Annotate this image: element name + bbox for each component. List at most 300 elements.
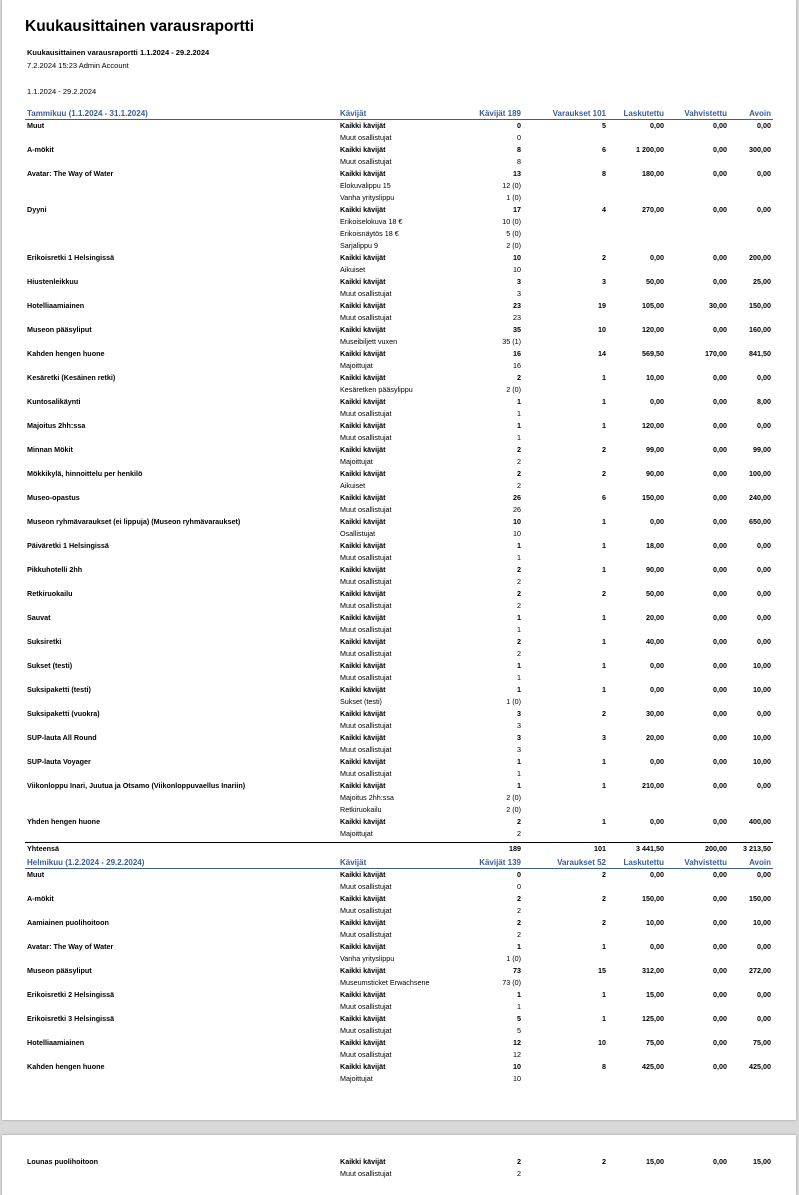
report-page-2 bbox=[2, 1135, 796, 1195]
bookings-count: 15 bbox=[598, 966, 606, 975]
confirmed-amount: 0,00 bbox=[713, 709, 727, 718]
all-visitors-label: Kaikki kävijät bbox=[340, 613, 386, 622]
bookings-count: 1 bbox=[602, 421, 606, 430]
item-name: Suksipaketti (vuokra) bbox=[27, 709, 100, 718]
ticket-type-label: Muut osallistujat bbox=[340, 930, 392, 939]
confirmed-amount: 0,00 bbox=[713, 493, 727, 502]
visitors-total: 2 bbox=[517, 469, 521, 478]
billed-amount: 20,00 bbox=[646, 613, 664, 622]
bookings-count: 6 bbox=[602, 145, 606, 154]
ticket-type-count: 0 bbox=[517, 133, 521, 142]
all-visitors-label: Kaikki kävijät bbox=[340, 421, 386, 430]
ticket-type-count: 2 (0) bbox=[506, 385, 521, 394]
all-visitors-label: Kaikki kävijät bbox=[340, 894, 386, 903]
billed-amount: 425,00 bbox=[642, 1062, 664, 1071]
visitors-total: 8 bbox=[517, 145, 521, 154]
ticket-type-label: Muut osallistujat bbox=[340, 601, 392, 610]
confirmed-amount: 0,00 bbox=[713, 918, 727, 927]
open-amount: 0,00 bbox=[757, 990, 771, 999]
column-confirmed: Vahvistettu bbox=[684, 109, 727, 118]
ticket-type-label: Muut osallistujat bbox=[340, 769, 392, 778]
all-visitors-label: Kaikki kävijät bbox=[340, 445, 386, 454]
item-name: A-mökit bbox=[27, 894, 54, 903]
visitors-total: 5 bbox=[517, 1014, 521, 1023]
ticket-type-label: Muut osallistujat bbox=[340, 433, 392, 442]
bookings-count: 1 bbox=[602, 613, 606, 622]
billed-amount: 1 200,00 bbox=[636, 145, 664, 154]
open-amount: 425,00 bbox=[749, 1062, 771, 1071]
all-visitors-label: Kaikki kävijät bbox=[340, 517, 386, 526]
visitors-total: 3 bbox=[517, 733, 521, 742]
column-bookings: Varaukset 101 bbox=[552, 109, 606, 118]
all-visitors-label: Kaikki kävijät bbox=[340, 661, 386, 670]
open-amount: 0,00 bbox=[757, 613, 771, 622]
visitors-total: 2 bbox=[517, 637, 521, 646]
open-amount: 0,00 bbox=[757, 781, 771, 790]
ticket-type-count: 1 bbox=[517, 625, 521, 634]
bookings-count: 2 bbox=[602, 709, 606, 718]
open-amount: 300,00 bbox=[749, 145, 771, 154]
item-name: SUP-lauta Voyager bbox=[27, 757, 91, 766]
column-confirmed: Vahvistettu bbox=[684, 858, 727, 867]
visitors-total: 1 bbox=[517, 397, 521, 406]
bookings-count: 3 bbox=[602, 733, 606, 742]
bookings-count: 1 bbox=[602, 661, 606, 670]
report-generated: 7.2.2024 15:23 Admin Account bbox=[27, 61, 129, 70]
item-name: Suksipaketti (testi) bbox=[27, 685, 91, 694]
bookings-count: 2 bbox=[602, 894, 606, 903]
ticket-type-count: 8 bbox=[517, 157, 521, 166]
open-amount: 150,00 bbox=[749, 301, 771, 310]
bookings-count: 2 bbox=[602, 1157, 606, 1166]
bookings-count: 8 bbox=[602, 169, 606, 178]
ticket-type-count: 2 bbox=[517, 481, 521, 490]
confirmed-amount: 0,00 bbox=[713, 817, 727, 826]
confirmed-amount: 0,00 bbox=[713, 565, 727, 574]
bookings-count: 1 bbox=[602, 565, 606, 574]
header-divider bbox=[25, 868, 773, 869]
item-name: Päiväretki 1 Helsingissä bbox=[27, 541, 109, 550]
totals-confirmed: 200,00 bbox=[705, 844, 727, 853]
ticket-type-count: 2 (0) bbox=[506, 805, 521, 814]
confirmed-amount: 0,00 bbox=[713, 733, 727, 742]
billed-amount: 0,00 bbox=[650, 757, 664, 766]
ticket-type-count: 2 (0) bbox=[506, 793, 521, 802]
column-visitors: Kävijät bbox=[340, 858, 367, 867]
confirmed-amount: 0,00 bbox=[713, 942, 727, 951]
billed-amount: 150,00 bbox=[642, 894, 664, 903]
item-name: Viikonloppu Inari, Juutua ja Otsamo (Viikonloppuvaellus Inariin) bbox=[27, 781, 246, 790]
all-visitors-label: Kaikki kävijät bbox=[340, 942, 386, 951]
report-subtitle: Kuukausittainen varausraportti 1.1.2024 - 29.2.2024 bbox=[27, 48, 210, 57]
open-amount: 0,00 bbox=[757, 205, 771, 214]
all-visitors-label: Kaikki kävijät bbox=[340, 1038, 386, 1047]
ticket-type-label: Muut osallistujat bbox=[340, 553, 392, 562]
billed-amount: 0,00 bbox=[650, 870, 664, 879]
billed-amount: 569,50 bbox=[642, 349, 664, 358]
item-name: Mökkikylä, hinnoittelu per henkilö bbox=[27, 469, 143, 478]
confirmed-amount: 0,00 bbox=[713, 325, 727, 334]
all-visitors-label: Kaikki kävijät bbox=[340, 918, 386, 927]
ticket-type-count: 10 (0) bbox=[502, 217, 521, 226]
confirmed-amount: 0,00 bbox=[713, 990, 727, 999]
column-billed: Laskutettu bbox=[623, 858, 664, 867]
header-divider bbox=[25, 119, 773, 120]
all-visitors-label: Kaikki kävijät bbox=[340, 373, 386, 382]
all-visitors-label: Kaikki kävijät bbox=[340, 541, 386, 550]
bookings-count: 10 bbox=[598, 1038, 606, 1047]
ticket-type-count: 12 (0) bbox=[502, 181, 521, 190]
visitors-total: 2 bbox=[517, 817, 521, 826]
bookings-count: 5 bbox=[602, 121, 606, 130]
confirmed-amount: 0,00 bbox=[713, 637, 727, 646]
ticket-type-count: 2 bbox=[517, 906, 521, 915]
open-amount: 0,00 bbox=[757, 942, 771, 951]
totals-divider bbox=[25, 842, 773, 843]
billed-amount: 30,00 bbox=[646, 709, 664, 718]
open-amount: 10,00 bbox=[753, 733, 771, 742]
ticket-type-label: Muut osallistujat bbox=[340, 577, 392, 586]
billed-amount: 90,00 bbox=[646, 469, 664, 478]
ticket-type-count: 1 (0) bbox=[506, 954, 521, 963]
ticket-type-count: 2 (0) bbox=[506, 241, 521, 250]
confirmed-amount: 0,00 bbox=[713, 397, 727, 406]
item-name: Museon pääsyliput bbox=[27, 325, 92, 334]
bookings-count: 1 bbox=[602, 757, 606, 766]
visitors-total: 2 bbox=[517, 565, 521, 574]
billed-amount: 125,00 bbox=[642, 1014, 664, 1023]
confirmed-amount: 0,00 bbox=[713, 253, 727, 262]
ticket-type-count: 1 bbox=[517, 769, 521, 778]
open-amount: 25,00 bbox=[753, 277, 771, 286]
ticket-type-label: Muut osallistujat bbox=[340, 289, 392, 298]
visitors-total: 1 bbox=[517, 942, 521, 951]
visitors-total: 26 bbox=[513, 493, 521, 502]
all-visitors-label: Kaikki kävijät bbox=[340, 325, 386, 334]
ticket-type-count: 5 bbox=[517, 1026, 521, 1035]
ticket-type-count: 1 bbox=[517, 433, 521, 442]
ticket-type-label: Muut osallistujat bbox=[340, 313, 392, 322]
item-name: Erikoisretki 2 Helsingissä bbox=[27, 990, 115, 999]
confirmed-amount: 0,00 bbox=[713, 966, 727, 975]
item-name: Erikoisretki 1 Helsingissä bbox=[27, 253, 115, 262]
billed-amount: 105,00 bbox=[642, 301, 664, 310]
ticket-type-label: Osallistujat bbox=[340, 529, 376, 538]
all-visitors-label: Kaikki kävijät bbox=[340, 145, 386, 154]
column-bookings: Varaukset 52 bbox=[557, 858, 606, 867]
visitors-total: 1 bbox=[517, 661, 521, 670]
item-name: Pikkuhotelli 2hh bbox=[27, 565, 83, 574]
item-name: Erikoisretki 3 Helsingissä bbox=[27, 1014, 115, 1023]
totals-open: 3 213,50 bbox=[743, 844, 771, 853]
open-amount: 0,00 bbox=[757, 589, 771, 598]
all-visitors-label: Kaikki kävijät bbox=[340, 253, 386, 262]
item-name: Suksiretki bbox=[27, 637, 62, 646]
visitors-total: 2 bbox=[517, 589, 521, 598]
visitors-total: 1 bbox=[517, 541, 521, 550]
ticket-type-label: Majoitus 2hh:ssa bbox=[340, 793, 394, 802]
confirmed-amount: 0,00 bbox=[713, 685, 727, 694]
ticket-type-label: Erikoiselokuva 18 € bbox=[340, 217, 403, 226]
visitors-total: 10 bbox=[513, 517, 521, 526]
billed-amount: 120,00 bbox=[642, 325, 664, 334]
all-visitors-label: Kaikki kävijät bbox=[340, 1062, 386, 1071]
ticket-type-label: Muut osallistujat bbox=[340, 133, 392, 142]
bookings-count: 19 bbox=[598, 301, 606, 310]
bookings-count: 1 bbox=[602, 541, 606, 550]
billed-amount: 50,00 bbox=[646, 589, 664, 598]
ticket-type-label: Sarjalippu 9 bbox=[340, 241, 378, 250]
item-name: A-mökit bbox=[27, 145, 54, 154]
all-visitors-label: Kaikki kävijät bbox=[340, 277, 386, 286]
item-name: Hiustenleikkuu bbox=[27, 277, 79, 286]
all-visitors-label: Kaikki kävijät bbox=[340, 966, 386, 975]
ticket-type-count: 2 bbox=[517, 649, 521, 658]
all-visitors-label: Kaikki kävijät bbox=[340, 757, 386, 766]
open-amount: 400,00 bbox=[749, 817, 771, 826]
ticket-type-count: 12 bbox=[513, 1050, 521, 1059]
visitors-total: 3 bbox=[517, 277, 521, 286]
confirmed-amount: 0,00 bbox=[713, 541, 727, 550]
bookings-count: 1 bbox=[602, 942, 606, 951]
item-name: Minnan Mökit bbox=[27, 445, 73, 454]
item-name: Muut bbox=[27, 870, 45, 879]
bookings-count: 2 bbox=[602, 870, 606, 879]
all-visitors-label: Kaikki kävijät bbox=[340, 121, 386, 130]
totals-billed: 3 441,50 bbox=[636, 844, 664, 853]
billed-amount: 150,00 bbox=[642, 493, 664, 502]
item-name: Museon pääsyliput bbox=[27, 966, 92, 975]
column-open: Avoin bbox=[749, 109, 771, 118]
item-name: Sukset (testi) bbox=[27, 661, 73, 670]
visitors-total: 1 bbox=[517, 421, 521, 430]
visitors-total: 12 bbox=[513, 1038, 521, 1047]
ticket-type-label: Majoittujat bbox=[340, 1074, 373, 1083]
billed-amount: 90,00 bbox=[646, 565, 664, 574]
ticket-type-count: 10 bbox=[513, 1074, 521, 1083]
billed-amount: 0,00 bbox=[650, 397, 664, 406]
ticket-type-label: Muut osallistujat bbox=[340, 1050, 392, 1059]
all-visitors-label: Kaikki kävijät bbox=[340, 169, 386, 178]
visitors-total: 0 bbox=[517, 121, 521, 130]
billed-amount: 180,00 bbox=[642, 169, 664, 178]
item-name: Retkiruokailu bbox=[27, 589, 73, 598]
all-visitors-label: Kaikki kävijät bbox=[340, 709, 386, 718]
confirmed-amount: 170,00 bbox=[705, 349, 727, 358]
ticket-type-count: 10 bbox=[513, 529, 521, 538]
visitors-total: 13 bbox=[513, 169, 521, 178]
ticket-type-label: Aikuiset bbox=[340, 481, 366, 490]
ticket-type-label: Aikuiset bbox=[340, 265, 366, 274]
ticket-type-count: 23 bbox=[513, 313, 521, 322]
confirmed-amount: 0,00 bbox=[713, 517, 727, 526]
open-amount: 0,00 bbox=[757, 637, 771, 646]
confirmed-amount: 0,00 bbox=[713, 1038, 727, 1047]
billed-amount: 312,00 bbox=[642, 966, 664, 975]
report-range: 1.1.2024 - 29.2.2024 bbox=[27, 87, 97, 96]
item-name: Aamiainen puolihoitoon bbox=[27, 918, 109, 927]
all-visitors-label: Kaikki kävijät bbox=[340, 817, 386, 826]
bookings-count: 10 bbox=[598, 325, 606, 334]
bookings-count: 2 bbox=[602, 445, 606, 454]
bookings-count: 6 bbox=[602, 493, 606, 502]
confirmed-amount: 0,00 bbox=[713, 277, 727, 286]
bookings-count: 1 bbox=[602, 373, 606, 382]
bookings-count: 8 bbox=[602, 1062, 606, 1071]
column-visitors-total: Kävijät 139 bbox=[479, 858, 521, 867]
visitors-total: 73 bbox=[513, 966, 521, 975]
bookings-count: 1 bbox=[602, 685, 606, 694]
ticket-type-count: 10 bbox=[513, 265, 521, 274]
open-amount: 240,00 bbox=[749, 493, 771, 502]
ticket-type-label: Muut osallistujat bbox=[340, 1026, 392, 1035]
billed-amount: 50,00 bbox=[646, 277, 664, 286]
ticket-type-label: Vanha yrityslippu bbox=[340, 193, 395, 202]
ticket-type-label: Kesäretken pääsylippu bbox=[340, 385, 413, 394]
ticket-type-label: Muut osallistujat bbox=[340, 505, 392, 514]
open-amount: 650,00 bbox=[749, 517, 771, 526]
ticket-type-count: 2 bbox=[517, 1169, 521, 1178]
ticket-type-label: Muut osallistujat bbox=[340, 745, 392, 754]
item-name: Kesäretki (Kesäinen retki) bbox=[27, 373, 116, 382]
ticket-type-count: 2 bbox=[517, 577, 521, 586]
confirmed-amount: 0,00 bbox=[713, 421, 727, 430]
confirmed-amount: 0,00 bbox=[713, 145, 727, 154]
bookings-count: 2 bbox=[602, 589, 606, 598]
billed-amount: 40,00 bbox=[646, 637, 664, 646]
bookings-count: 1 bbox=[602, 517, 606, 526]
ticket-type-label: Muut osallistujat bbox=[340, 721, 392, 730]
all-visitors-label: Kaikki kävijät bbox=[340, 565, 386, 574]
open-amount: 0,00 bbox=[757, 121, 771, 130]
confirmed-amount: 0,00 bbox=[713, 613, 727, 622]
open-amount: 15,00 bbox=[753, 1157, 771, 1166]
all-visitors-label: Kaikki kävijät bbox=[340, 493, 386, 502]
confirmed-amount: 0,00 bbox=[713, 661, 727, 670]
ticket-type-count: 5 (0) bbox=[506, 229, 521, 238]
open-amount: 0,00 bbox=[757, 709, 771, 718]
confirmed-amount: 0,00 bbox=[713, 469, 727, 478]
item-name: Yhden hengen huone bbox=[27, 817, 101, 826]
all-visitors-label: Kaikki kävijät bbox=[340, 205, 386, 214]
totals-visitors: 189 bbox=[509, 844, 521, 853]
billed-amount: 0,00 bbox=[650, 942, 664, 951]
billed-amount: 0,00 bbox=[650, 817, 664, 826]
ticket-type-count: 1 (0) bbox=[506, 193, 521, 202]
month-heading: Helmikuu (1.2.2024 - 29.2.2024) bbox=[27, 858, 145, 867]
ticket-type-count: 1 bbox=[517, 553, 521, 562]
billed-amount: 0,00 bbox=[650, 661, 664, 670]
all-visitors-label: Kaikki kävijät bbox=[340, 870, 386, 879]
ticket-type-count: 1 bbox=[517, 673, 521, 682]
confirmed-amount: 0,00 bbox=[713, 1014, 727, 1023]
confirmed-amount: 0,00 bbox=[713, 169, 727, 178]
ticket-type-label: Muut osallistujat bbox=[340, 1169, 392, 1178]
ticket-type-count: 2 bbox=[517, 930, 521, 939]
bookings-count: 4 bbox=[602, 205, 606, 214]
visitors-total: 35 bbox=[513, 325, 521, 334]
all-visitors-label: Kaikki kävijät bbox=[340, 781, 386, 790]
all-visitors-label: Kaikki kävijät bbox=[340, 1157, 386, 1166]
ticket-type-label: Erikoisnäytös 18 € bbox=[340, 229, 399, 238]
open-amount: 0,00 bbox=[757, 870, 771, 879]
ticket-type-count: 73 (0) bbox=[502, 978, 521, 987]
ticket-type-label: Majoittujat bbox=[340, 361, 373, 370]
open-amount: 99,00 bbox=[753, 445, 771, 454]
bookings-count: 1 bbox=[602, 817, 606, 826]
all-visitors-label: Kaikki kävijät bbox=[340, 589, 386, 598]
all-visitors-label: Kaikki kävijät bbox=[340, 349, 386, 358]
item-name: Avatar: The Way of Water bbox=[27, 942, 114, 951]
confirmed-amount: 0,00 bbox=[713, 121, 727, 130]
item-name: Museon ryhmävaraukset (ei lippuja) (Museon ryhmävaraukset) bbox=[27, 517, 241, 526]
open-amount: 100,00 bbox=[749, 469, 771, 478]
column-billed: Laskutettu bbox=[623, 109, 664, 118]
item-name: Dyyni bbox=[27, 205, 47, 214]
visitors-total: 10 bbox=[513, 253, 521, 262]
ticket-type-count: 1 (0) bbox=[506, 697, 521, 706]
ticket-type-label: Muut osallistujat bbox=[340, 1002, 392, 1011]
visitors-total: 10 bbox=[513, 1062, 521, 1071]
visitors-total: 16 bbox=[513, 349, 521, 358]
billed-amount: 18,00 bbox=[646, 541, 664, 550]
item-name: Hotelliaamiainen bbox=[27, 301, 85, 310]
visitors-total: 2 bbox=[517, 894, 521, 903]
open-amount: 0,00 bbox=[757, 541, 771, 550]
bookings-count: 2 bbox=[602, 469, 606, 478]
item-name: Majoitus 2hh:ssa bbox=[27, 421, 86, 430]
bookings-count: 2 bbox=[602, 918, 606, 927]
confirmed-amount: 0,00 bbox=[713, 445, 727, 454]
bookings-count: 2 bbox=[602, 253, 606, 262]
ticket-type-label: Muut osallistujat bbox=[340, 625, 392, 634]
item-name: Kuntosalikäynti bbox=[27, 397, 81, 406]
billed-amount: 0,00 bbox=[650, 121, 664, 130]
visitors-total: 2 bbox=[517, 1157, 521, 1166]
visitors-total: 1 bbox=[517, 613, 521, 622]
item-name: Sauvat bbox=[27, 613, 51, 622]
bookings-count: 3 bbox=[602, 277, 606, 286]
bookings-count: 1 bbox=[602, 397, 606, 406]
month-heading: Tammikuu (1.1.2024 - 31.1.2024) bbox=[27, 109, 148, 118]
visitors-total: 0 bbox=[517, 870, 521, 879]
billed-amount: 270,00 bbox=[642, 205, 664, 214]
ticket-type-label: Museumsticket Erwachsene bbox=[340, 978, 430, 987]
billed-amount: 10,00 bbox=[646, 373, 664, 382]
ticket-type-count: 35 (1) bbox=[502, 337, 521, 346]
bookings-count: 1 bbox=[602, 637, 606, 646]
report-title: Kuukausittainen varausraportti bbox=[25, 18, 255, 35]
ticket-type-count: 0 bbox=[517, 882, 521, 891]
ticket-type-label: Museibiljett vuxen bbox=[340, 337, 398, 346]
ticket-type-count: 3 bbox=[517, 289, 521, 298]
bookings-count: 14 bbox=[598, 349, 606, 358]
billed-amount: 0,00 bbox=[650, 685, 664, 694]
totals-bookings: 101 bbox=[594, 844, 606, 853]
open-amount: 150,00 bbox=[749, 894, 771, 903]
visitors-total: 23 bbox=[513, 301, 521, 310]
billed-amount: 99,00 bbox=[646, 445, 664, 454]
open-amount: 0,00 bbox=[757, 169, 771, 178]
open-amount: 10,00 bbox=[753, 661, 771, 670]
visitors-total: 1 bbox=[517, 990, 521, 999]
all-visitors-label: Kaikki kävijät bbox=[340, 685, 386, 694]
item-name: SUP-lauta All Round bbox=[27, 733, 97, 742]
confirmed-amount: 0,00 bbox=[713, 781, 727, 790]
open-amount: 160,00 bbox=[749, 325, 771, 334]
ticket-type-count: 26 bbox=[513, 505, 521, 514]
billed-amount: 0,00 bbox=[650, 517, 664, 526]
